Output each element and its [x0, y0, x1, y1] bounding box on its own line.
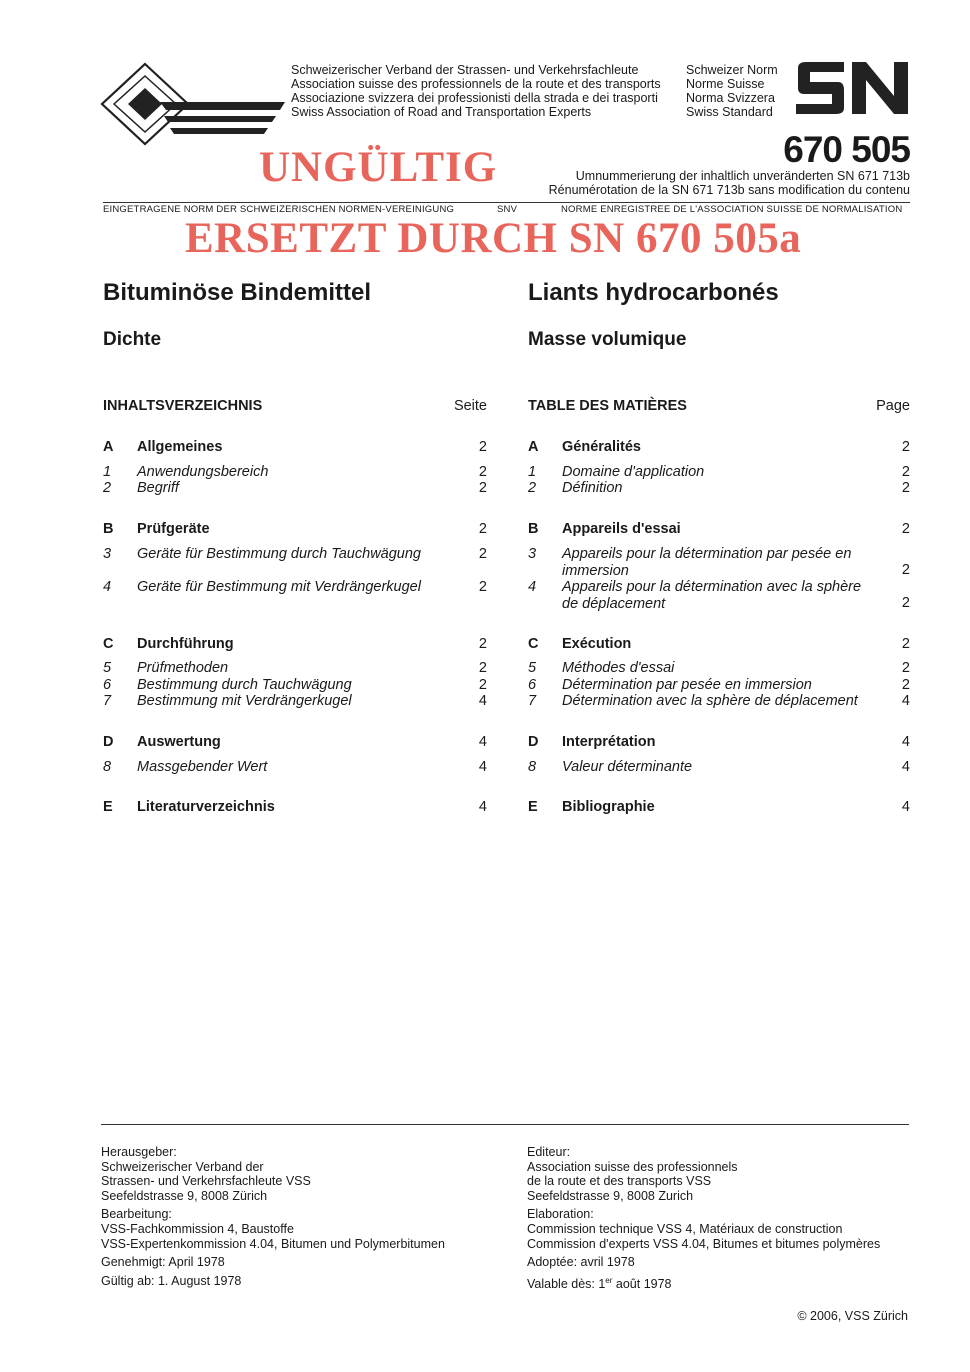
publisher-line: Schweizerischer Verband der: [101, 1159, 264, 1174]
section-label: Durchführung: [137, 636, 234, 652]
title-de: Bituminöse Bindemittel: [103, 279, 372, 306]
footer-fr: [527, 1145, 880, 1296]
section-page: 4: [901, 734, 910, 750]
section-letter: C: [103, 636, 114, 652]
item-page: 2: [478, 480, 487, 496]
publisher-fr: [527, 1145, 880, 1203]
renumbering-de: Umnummerierung der inhaltlich unveränderten SN 671 713b: [575, 169, 910, 183]
section-page: 2: [478, 636, 487, 652]
editing-line: Commission d'experts VSS 4.04, Bitumes et bitumes polymères: [527, 1236, 881, 1251]
header-divider: [103, 202, 910, 203]
item-page: 2: [901, 677, 910, 693]
item-label: Domaine d'application: [562, 464, 705, 480]
approved-de: Genehmigt: April 1978: [101, 1255, 225, 1270]
item-label: Détermination avec la sphère de déplacement: [562, 693, 858, 709]
item-number: 3: [103, 546, 112, 562]
section-label: Exécution: [562, 636, 632, 652]
section-label: Bibliographie: [562, 799, 655, 815]
item-page: 2: [478, 464, 487, 480]
item-label: Définition: [562, 480, 623, 496]
editing-line: VSS-Expertenkommission 4.04, Bitumen und Polymerbitumen: [101, 1236, 445, 1251]
item-number: 7: [103, 693, 112, 709]
copyright: © 2006, VSS Zürich: [797, 1309, 908, 1323]
publisher-de: [101, 1145, 445, 1203]
editing-de: [101, 1207, 445, 1251]
section-label: Interprétation: [562, 734, 656, 750]
section-label: Prüfgeräte: [137, 521, 210, 537]
title-fr: Liants hydrocarbonés: [528, 279, 779, 306]
item-label: Appareils pour la détermination avec la sphère de déplacement: [562, 579, 862, 612]
section-label: Auswertung: [137, 734, 221, 750]
organization-name-it: Associazione svizzera dei professionisti della strada e dei trasporti: [291, 91, 658, 105]
item-page: 4: [478, 693, 487, 709]
item-number: 2: [528, 480, 537, 496]
item-label: Bestimmung mit Verdrängerkugel: [137, 693, 352, 709]
editing-label: Elaboration:: [527, 1207, 594, 1222]
norm-type-de: Schweizer Norm: [686, 63, 778, 77]
subtitle-fr: Masse volumique: [528, 329, 687, 350]
section-letter: B: [528, 521, 539, 537]
sn-logo: [794, 60, 910, 116]
toc-title-de: INHALTSVERZEICHNIS: [103, 398, 263, 414]
norm-type-en: Swiss Standard: [686, 105, 773, 119]
valid-suffix: août 1978: [612, 1276, 672, 1291]
section-letter: D: [103, 734, 114, 750]
editing-line: VSS-Fachkommission 4, Baustoffe: [101, 1221, 294, 1236]
section-letter: B: [103, 521, 114, 537]
item-number: 5: [103, 660, 112, 676]
renumbering-note: [549, 169, 910, 197]
norm-type: [686, 63, 778, 119]
editing-fr: [527, 1207, 880, 1251]
toc-title-fr: TABLE DES MATIÈRES: [528, 398, 687, 414]
item-label: Méthodes d'essai: [562, 660, 675, 676]
item-page: 4: [901, 693, 910, 709]
item-page: 2: [901, 562, 910, 578]
section-page: 2: [901, 521, 910, 537]
section-letter: D: [528, 734, 539, 750]
publisher-line: Strassen- und Verkehrsfachleute VSS: [101, 1174, 311, 1189]
section-letter: E: [103, 799, 113, 815]
item-number: 6: [528, 677, 537, 693]
section-letter: C: [528, 636, 539, 652]
publisher-line: Seefeldstrasse 9, 8008 Zurich: [527, 1188, 694, 1203]
item-label: Prüfmethoden: [137, 660, 229, 676]
item-page: 4: [901, 759, 910, 775]
subtitle-de: Dichte: [103, 329, 162, 350]
item-page: 2: [901, 660, 910, 676]
item-label: Bestimmung durch Tauchwägung: [137, 677, 352, 693]
valid-prefix: Valable dès: 1: [527, 1276, 606, 1291]
section-page: 2: [478, 439, 487, 455]
toc-page-label-de: Seite: [453, 398, 487, 414]
registration-fr: NORME ENREGISTREE DE L'ASSOCIATION SUISSE DE NORMALISATION: [561, 204, 903, 215]
registration-snv: SNV: [497, 204, 518, 215]
approved-fr: Adoptée: avril 1978: [527, 1255, 635, 1270]
section-page: 2: [478, 521, 487, 537]
item-page: 2: [901, 480, 910, 496]
item-page: 2: [478, 546, 487, 562]
item-label: Geräte für Bestimmung durch Tauchwägung: [137, 546, 421, 562]
organization-name-de: Schweizerischer Verband der Strassen- und Verkehrsfachleute: [291, 63, 639, 77]
section-letter: A: [103, 439, 114, 455]
item-label: Massgebender Wert: [137, 759, 268, 775]
publisher-label: Editeur:: [527, 1145, 571, 1159]
footer-divider: [101, 1124, 909, 1125]
footer-de: [101, 1145, 445, 1292]
item-number: 3: [528, 546, 537, 562]
organization-name-fr: Association suisse des professionnels de la route et des transports: [291, 77, 661, 91]
section-label: Généralités: [562, 439, 641, 455]
valid-fr: [527, 1274, 880, 1292]
item-number: 8: [528, 759, 537, 775]
item-number: 8: [103, 759, 112, 775]
section-label: Literaturverzeichnis: [137, 799, 275, 815]
publisher-line: de la route et des transports VSS: [527, 1174, 712, 1189]
item-page: 2: [901, 464, 910, 480]
item-page: 2: [478, 660, 487, 676]
section-page: 4: [478, 734, 487, 750]
valid-de: Gültig ab: 1. August 1978: [101, 1273, 242, 1288]
publisher-line: Seefeldstrasse 9, 8008 Zürich: [101, 1188, 268, 1203]
renumbering-fr: Rénumérotation de la SN 671 713b sans modification du contenu: [548, 183, 910, 197]
item-label: Valeur déterminante: [562, 759, 693, 775]
registration-de: EINGETRAGENE NORM DER SCHWEIZERISCHEN NORMEN-VEREINIGUNG: [103, 204, 455, 215]
item-label: Begriff: [137, 480, 179, 496]
item-number: 4: [528, 579, 537, 595]
organization-names: [291, 63, 661, 119]
item-number: 5: [528, 660, 537, 676]
section-label: Allgemeines: [137, 439, 223, 455]
publisher-line: Association suisse des professionnels: [527, 1159, 738, 1174]
item-page: 2: [478, 677, 487, 693]
vss-logo: [100, 62, 285, 146]
editing-label: Bearbeitung:: [101, 1207, 172, 1222]
section-page: 4: [478, 799, 487, 815]
item-number: 2: [103, 480, 112, 496]
valid-sup: er: [605, 1275, 613, 1285]
replaced-stamp: ERSETZT DURCH SN 670 505a: [185, 215, 802, 262]
item-number: 1: [528, 464, 537, 480]
section-page: 2: [901, 439, 910, 455]
section-page: 4: [901, 799, 910, 815]
section-letter: E: [528, 799, 538, 815]
item-number: 1: [103, 464, 112, 480]
norm-number: 670 505: [783, 129, 910, 170]
publisher-label: Herausgeber:: [101, 1145, 177, 1159]
section-label: Appareils d'essai: [562, 521, 681, 537]
norm-type-fr: Norme Suisse: [686, 77, 765, 91]
item-label: Anwendungsbereich: [137, 464, 269, 480]
item-number: 6: [103, 677, 112, 693]
item-number: 4: [103, 579, 112, 595]
item-label: Geräte für Bestimmung mit Verdrängerkugel: [137, 579, 421, 595]
item-label: Détermination par pesée en immersion: [562, 677, 812, 693]
item-label: Appareils pour la détermination par pesée en immersion: [562, 546, 852, 579]
section-page: 2: [901, 636, 910, 652]
item-number: 7: [528, 693, 537, 709]
item-page: 2: [901, 595, 910, 611]
toc-page-label-fr: Page: [876, 398, 910, 414]
organization-name-en: Swiss Association of Road and Transportation Experts: [291, 105, 592, 119]
norm-type-it: Norma Svizzera: [686, 91, 775, 105]
toc-fr: [528, 398, 910, 818]
section-letter: A: [528, 439, 539, 455]
invalid-stamp: UNGÜLTIG: [259, 144, 498, 191]
editing-line: Commission technique VSS 4, Matériaux de construction: [527, 1221, 843, 1236]
toc-de: [103, 398, 487, 818]
item-page: 4: [478, 759, 487, 775]
item-page: 2: [478, 579, 487, 595]
